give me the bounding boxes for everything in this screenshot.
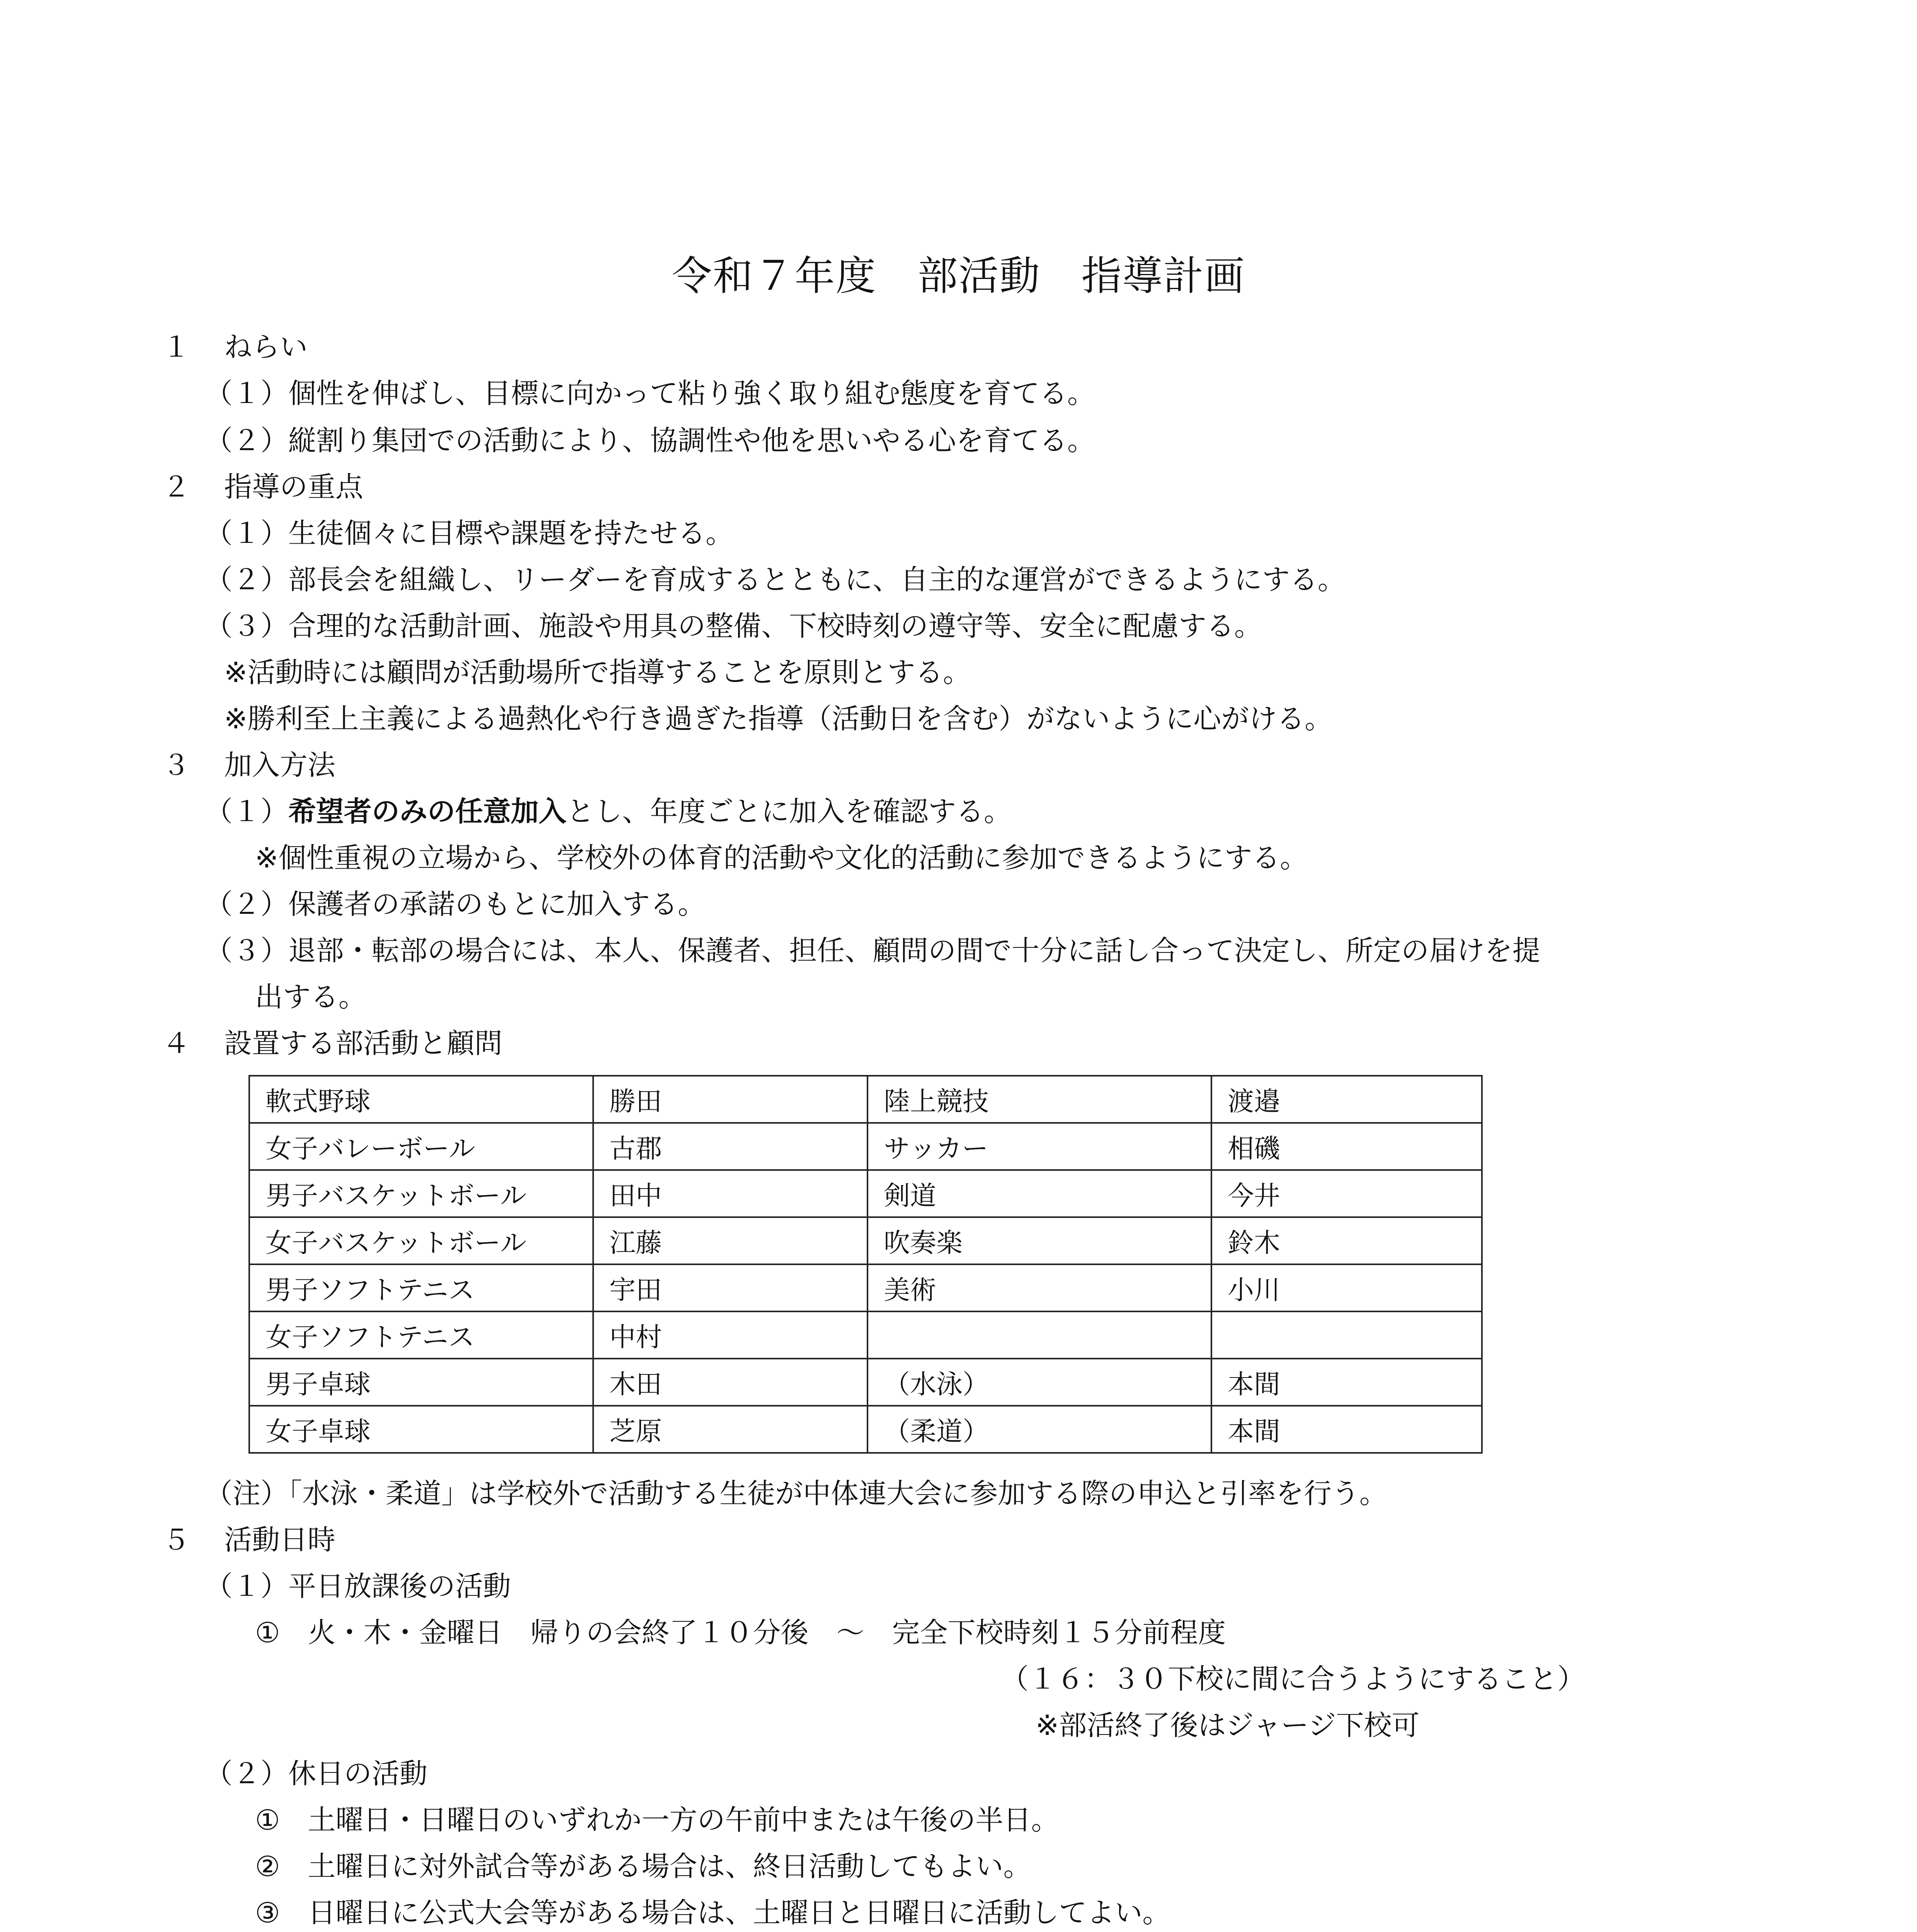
club-name: 女子卓球 (249, 1406, 593, 1453)
advisor-name: 芝原 (593, 1406, 867, 1453)
s5-sub-2-item-1: ① 土曜日・日曜日のいずれか一方の午前中または午後の半日。 (255, 1804, 1059, 1836)
s4-note: （注）「水泳・柔道」は学校外で活動する生徒が中体連大会に参加する際の申込と引率を行う。 (205, 1477, 1388, 1510)
section-2-heading (162, 468, 363, 506)
advisor-name: 宇田 (593, 1264, 867, 1311)
s1-item-2: （２）縦割り集団での活動により、協調性や他を思いやる心を育てる。 (205, 424, 1095, 457)
s3-item-1-note: ※個性重視の立場から、学校外の体育的活動や文化的活動に参加できるようにする。 (255, 842, 1308, 874)
advisor-name: 本間 (1211, 1359, 1482, 1406)
table-row (249, 1217, 1482, 1264)
s2-item-3: （３）合理的な活動計画、施設や用具の整備、下校時刻の遵守等、安全に配慮する。 (205, 610, 1262, 642)
item-text: とし、年度ごとに加入を確認する。 (566, 795, 1012, 828)
club-name (867, 1311, 1211, 1359)
advisor-name: 勝田 (593, 1076, 867, 1123)
advisor-name: 小川 (1211, 1264, 1482, 1311)
club-name: 男子バスケットボール (249, 1170, 593, 1217)
section-4-heading (162, 1024, 502, 1063)
s5-sub-1-note: ※部活終了後はジャージ下校可 (1036, 1709, 1420, 1742)
table-row (249, 1359, 1482, 1406)
club-name: 美術 (867, 1264, 1211, 1311)
club-name: （柔道） (867, 1406, 1211, 1453)
advisor-name: 鈴木 (1211, 1217, 1482, 1264)
section-number: ３ (162, 749, 191, 781)
s5-sub-2-item-3: ③ 日曜日に公式大会等がある場合は、土曜日と日曜日に活動してよい。 (255, 1896, 1170, 1929)
s3-item-2: （２）保護者の承諾のもとに加入する。 (205, 888, 706, 920)
table-row (249, 1406, 1482, 1453)
advisor-name: 相磯 (1211, 1123, 1482, 1170)
section-number: ５ (162, 1524, 191, 1556)
s2-note-1: ※活動時には顧問が活動場所で指導することを原則とする。 (224, 656, 971, 689)
table-row (249, 1123, 1482, 1170)
s2-item-2: （２）部長会を組織し、リーダーを育成するとともに、自主的な運営ができるようにする。 (205, 563, 1346, 596)
s2-note-2: ※勝利至上主義による過熱化や行き過ぎた指導（活動日を含む）がないように心がける。 (224, 702, 1333, 735)
section-title: 加入方法 (224, 749, 336, 781)
club-name: 陸上競技 (867, 1076, 1211, 1123)
advisor-name: 本間 (1211, 1406, 1482, 1453)
advisor-name: 木田 (593, 1359, 867, 1406)
s3-item-3: （３）退部・転部の場合には、本人、保護者、担任、顧問の間で十分に話し合って決定し、所定の届けを提 (205, 934, 1541, 967)
advisor-name: 江藤 (593, 1217, 867, 1264)
page-title: 令和７年度 部活動 指導計画 (672, 252, 1245, 299)
club-name: 男子ソフトテニス (249, 1264, 593, 1311)
s5-sub-1-line: ① 火・木・金曜日 帰りの会終了１０分後 ～ 完全下校時刻１５分前程度 (255, 1616, 1226, 1649)
club-name: 男子卓球 (249, 1359, 593, 1406)
advisor-name: 今井 (1211, 1170, 1482, 1217)
section-number: １ (162, 331, 191, 363)
s1-item-1: （１）個性を伸ばし、目標に向かって粘り強く取り組む態度を育てる。 (205, 377, 1095, 410)
advisor-name (1211, 1311, 1482, 1359)
club-name: 吹奏楽 (867, 1217, 1211, 1264)
advisor-name: 中村 (593, 1311, 867, 1359)
section-1-heading (162, 328, 308, 366)
table-row (249, 1076, 1482, 1123)
s5-sub-1: （１）平日放課後の活動 (205, 1570, 511, 1602)
club-name: （水泳） (867, 1359, 1211, 1406)
s3-item-1 (205, 792, 1012, 831)
s2-item-1: （１）生徒個々に目標や課題を持たせる。 (205, 517, 734, 549)
section-title: 指導の重点 (224, 471, 364, 503)
section-5-heading (162, 1520, 335, 1559)
table-row (249, 1264, 1482, 1311)
section-title: 活動日時 (224, 1524, 336, 1556)
item-prefix: （１） (205, 795, 289, 828)
club-name: 女子バスケットボール (249, 1217, 593, 1264)
s3-item-3-continued: 出する。 (255, 981, 367, 1013)
s5-sub-2-item-2: ② 土曜日に対外試合等がある場合は、終日活動してもよい。 (255, 1850, 1031, 1883)
club-name: 軟式野球 (249, 1076, 593, 1123)
s5-sub-1-paren: （１６：３０下校に間に合うようにすること） (1001, 1663, 1585, 1695)
club-name: 剣道 (867, 1170, 1211, 1217)
advisor-name: 田中 (593, 1170, 867, 1217)
section-3-heading (162, 746, 335, 784)
section-number: ２ (162, 471, 191, 503)
section-title: 設置する部活動と顧問 (224, 1027, 503, 1060)
table-row (249, 1311, 1482, 1359)
club-name: 女子バレーボール (249, 1123, 593, 1170)
section-number: ４ (162, 1027, 191, 1060)
table-row (249, 1170, 1482, 1217)
advisor-name: 渡邉 (1211, 1076, 1482, 1123)
advisor-name: 古郡 (593, 1123, 867, 1170)
s5-sub-2: （２）休日の活動 (205, 1757, 428, 1790)
club-name: サッカー (867, 1123, 1211, 1170)
club-advisor-table (248, 1075, 1483, 1454)
section-title: ねらい (224, 331, 308, 363)
emphasis-text: 希望者のみの任意加入 (288, 795, 567, 828)
club-name: 女子ソフトテニス (249, 1311, 593, 1359)
